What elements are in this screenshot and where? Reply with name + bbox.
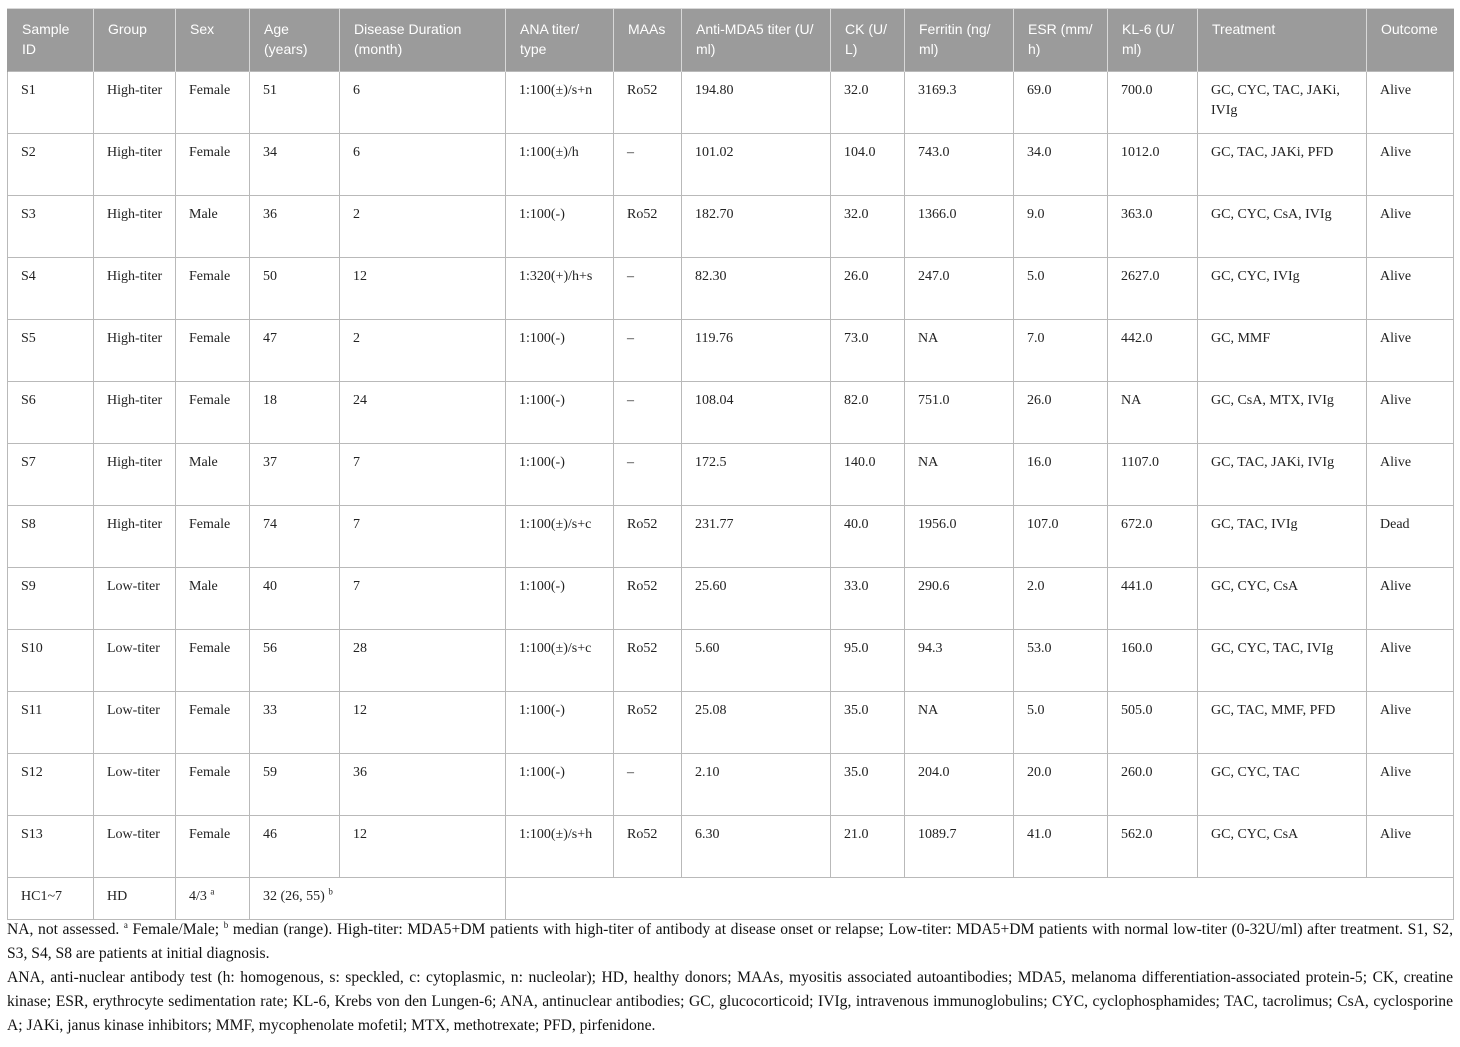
- maas-cell: Ro52: [614, 196, 682, 258]
- mda5-titer-cell: 2.10: [682, 754, 831, 816]
- mda5-titer-cell: 82.30: [682, 258, 831, 320]
- duration-cell: 12: [340, 692, 506, 754]
- ck-cell: 35.0: [831, 754, 905, 816]
- footnote-sex-ratio: Female/Male;: [132, 921, 220, 938]
- outcome-cell: Alive: [1367, 630, 1454, 692]
- table-footnotes: [7, 918, 1453, 1038]
- mda5-titer-cell: 6.30: [682, 816, 831, 878]
- duration-cell: 28: [340, 630, 506, 692]
- esr-cell: 41.0: [1014, 816, 1108, 878]
- footnote-groups: median (range). High-titer: MDA5+DM patients with high-titer of antibody at disease onset or relapse; Low-titer: MDA5+DM patients with normal low-titer (0-32U/ml) after treatment. S1, S2, S3, S4, S8 are patients at initial diagnosis.: [7, 921, 1453, 962]
- footnote-mark-a: a: [123, 919, 128, 930]
- ck-cell: 35.0: [831, 692, 905, 754]
- outcome-cell: Alive: [1367, 568, 1454, 630]
- column-header: ESR (mm/ h): [1014, 9, 1108, 72]
- hc-sex-cell: [176, 878, 250, 920]
- treatment-cell: GC, CYC, CsA, IVIg: [1198, 196, 1367, 258]
- ana-cell: 1:100(-): [506, 196, 614, 258]
- duration-cell: 6: [340, 72, 506, 134]
- table-row: [8, 134, 1454, 196]
- outcome-cell: Alive: [1367, 258, 1454, 320]
- esr-cell: 5.0: [1014, 692, 1108, 754]
- maas-cell: –: [614, 754, 682, 816]
- duration-cell: 7: [340, 444, 506, 506]
- outcome-cell: Alive: [1367, 816, 1454, 878]
- ferritin-cell: 247.0: [905, 258, 1014, 320]
- age-cell: 51: [250, 72, 340, 134]
- table-row: [8, 506, 1454, 568]
- ck-cell: 32.0: [831, 196, 905, 258]
- footnote-definitions: [7, 918, 1453, 966]
- kl6-cell: 1012.0: [1108, 134, 1198, 196]
- sample-id-cell: S4: [8, 258, 94, 320]
- hc-age-value: 32 (26, 55): [263, 889, 325, 904]
- age-cell: 50: [250, 258, 340, 320]
- footnote-na: NA, not assessed.: [7, 921, 120, 938]
- column-header: ANA titer/ type: [506, 9, 614, 72]
- data-table-container: [7, 8, 1453, 920]
- age-cell: 37: [250, 444, 340, 506]
- kl6-cell: 2627.0: [1108, 258, 1198, 320]
- sample-id-cell: S8: [8, 506, 94, 568]
- sample-id-cell: S6: [8, 382, 94, 444]
- group-cell: Low-titer: [94, 692, 176, 754]
- kl6-cell: 1107.0: [1108, 444, 1198, 506]
- mda5-titer-cell: 231.77: [682, 506, 831, 568]
- ana-cell: 1:100(-): [506, 320, 614, 382]
- ferritin-cell: NA: [905, 320, 1014, 382]
- maas-cell: Ro52: [614, 630, 682, 692]
- outcome-cell: Alive: [1367, 754, 1454, 816]
- footnote-abbreviations: ANA, anti-nuclear antibody test (h: homogenous, s: speckled, c: cytoplasmic, n: nucleolar); HD, healthy donors; MAAs, myositis associated autoantibodies; MDA5, melanoma differentiation-associated protein-5; CK, creatine kinase; ESR, erythrocyte sedimentation rate; KL-6, Krebs von den Lungen-6; ANA, antinuclear antibodies; GC, glucocorticoid; IVIg, intravenous immunoglobulins; CYC, cyclophosphamides; TAC, tacrolimus; CsA, cyclosporine A; JAKi, janus kinase inhibitors; MMF, mycophenolate mofetil; MTX, methotrexate; PFD, pirfenidone.: [7, 969, 1453, 1034]
- table-row: [8, 382, 1454, 444]
- group-cell: High-titer: [94, 320, 176, 382]
- duration-cell: 12: [340, 258, 506, 320]
- column-header: Anti-MDA5 titer (U/ ml): [682, 9, 831, 72]
- healthy-control-row: [8, 878, 1454, 920]
- treatment-cell: GC, CYC, TAC: [1198, 754, 1367, 816]
- ana-cell: 1:100(-): [506, 382, 614, 444]
- outcome-cell: Alive: [1367, 444, 1454, 506]
- treatment-cell: GC, CYC, IVIg: [1198, 258, 1367, 320]
- group-cell: High-titer: [94, 382, 176, 444]
- treatment-cell: GC, CYC, TAC, JAKi, IVIg: [1198, 72, 1367, 134]
- ferritin-cell: 743.0: [905, 134, 1014, 196]
- hc-age-footnote-mark: b: [328, 886, 333, 897]
- mda5-titer-cell: 25.08: [682, 692, 831, 754]
- age-cell: 56: [250, 630, 340, 692]
- maas-cell: Ro52: [614, 816, 682, 878]
- table-row: [8, 754, 1454, 816]
- kl6-cell: 363.0: [1108, 196, 1198, 258]
- table-row: [8, 816, 1454, 878]
- sex-cell: Female: [176, 72, 250, 134]
- kl6-cell: 505.0: [1108, 692, 1198, 754]
- group-cell: High-titer: [94, 506, 176, 568]
- sample-id-cell: S2: [8, 134, 94, 196]
- ana-cell: 1:100(±)/s+c: [506, 630, 614, 692]
- kl6-cell: 260.0: [1108, 754, 1198, 816]
- age-cell: 36: [250, 196, 340, 258]
- maas-cell: Ro52: [614, 72, 682, 134]
- ferritin-cell: 3169.3: [905, 72, 1014, 134]
- column-header: Group: [94, 9, 176, 72]
- ana-cell: 1:100(±)/h: [506, 134, 614, 196]
- mda5-titer-cell: 101.02: [682, 134, 831, 196]
- maas-cell: Ro52: [614, 692, 682, 754]
- sex-cell: Male: [176, 196, 250, 258]
- column-header: Outcome: [1367, 9, 1454, 72]
- ck-cell: 95.0: [831, 630, 905, 692]
- duration-cell: 12: [340, 816, 506, 878]
- esr-cell: 26.0: [1014, 382, 1108, 444]
- patient-characteristics-table: [7, 8, 1454, 920]
- outcome-cell: Alive: [1367, 382, 1454, 444]
- treatment-cell: GC, MMF: [1198, 320, 1367, 382]
- sex-cell: Male: [176, 568, 250, 630]
- kl6-cell: 160.0: [1108, 630, 1198, 692]
- kl6-cell: NA: [1108, 382, 1198, 444]
- age-cell: 46: [250, 816, 340, 878]
- esr-cell: 7.0: [1014, 320, 1108, 382]
- age-cell: 47: [250, 320, 340, 382]
- kl6-cell: 442.0: [1108, 320, 1198, 382]
- table-row: [8, 72, 1454, 134]
- table-row: [8, 630, 1454, 692]
- duration-cell: 2: [340, 320, 506, 382]
- maas-cell: Ro52: [614, 568, 682, 630]
- sex-cell: Female: [176, 382, 250, 444]
- maas-cell: –: [614, 134, 682, 196]
- ck-cell: 32.0: [831, 72, 905, 134]
- ck-cell: 82.0: [831, 382, 905, 444]
- ck-cell: 140.0: [831, 444, 905, 506]
- group-cell: Low-titer: [94, 754, 176, 816]
- duration-cell: 7: [340, 506, 506, 568]
- sex-cell: Female: [176, 692, 250, 754]
- table-row: [8, 568, 1454, 630]
- treatment-cell: GC, CYC, CsA: [1198, 816, 1367, 878]
- ana-cell: 1:100(-): [506, 444, 614, 506]
- ferritin-cell: 751.0: [905, 382, 1014, 444]
- column-header: KL-6 (U/ ml): [1108, 9, 1198, 72]
- hc-age-cell: [250, 878, 506, 920]
- maas-cell: –: [614, 258, 682, 320]
- sample-id-cell: S10: [8, 630, 94, 692]
- duration-cell: 24: [340, 382, 506, 444]
- sex-cell: Female: [176, 134, 250, 196]
- sex-cell: Female: [176, 630, 250, 692]
- sex-cell: Female: [176, 320, 250, 382]
- mda5-titer-cell: 5.60: [682, 630, 831, 692]
- table-body: [8, 72, 1454, 878]
- ana-cell: 1:100(-): [506, 754, 614, 816]
- treatment-cell: GC, CYC, CsA: [1198, 568, 1367, 630]
- ck-cell: 26.0: [831, 258, 905, 320]
- ferritin-cell: NA: [905, 444, 1014, 506]
- esr-cell: 5.0: [1014, 258, 1108, 320]
- duration-cell: 36: [340, 754, 506, 816]
- kl6-cell: 672.0: [1108, 506, 1198, 568]
- hc-sex-footnote-mark: a: [210, 886, 215, 897]
- sample-id-cell: S5: [8, 320, 94, 382]
- age-cell: 33: [250, 692, 340, 754]
- duration-cell: 6: [340, 134, 506, 196]
- column-header: MAAs: [614, 9, 682, 72]
- age-cell: 34: [250, 134, 340, 196]
- table-header-row: [8, 9, 1454, 72]
- age-cell: 74: [250, 506, 340, 568]
- table-row: [8, 692, 1454, 754]
- esr-cell: 69.0: [1014, 72, 1108, 134]
- ana-cell: 1:100(±)/s+c: [506, 506, 614, 568]
- column-header: Sample ID: [8, 9, 94, 72]
- sample-id-cell: S11: [8, 692, 94, 754]
- ferritin-cell: 94.3: [905, 630, 1014, 692]
- age-cell: 59: [250, 754, 340, 816]
- group-cell: High-titer: [94, 258, 176, 320]
- mda5-titer-cell: 182.70: [682, 196, 831, 258]
- outcome-cell: Alive: [1367, 134, 1454, 196]
- treatment-cell: GC, CYC, TAC, IVIg: [1198, 630, 1367, 692]
- table-row: [8, 258, 1454, 320]
- mda5-titer-cell: 172.5: [682, 444, 831, 506]
- outcome-cell: Alive: [1367, 692, 1454, 754]
- maas-cell: –: [614, 382, 682, 444]
- maas-cell: –: [614, 320, 682, 382]
- hc-id-cell: HC1~7: [8, 878, 94, 920]
- ferritin-cell: 204.0: [905, 754, 1014, 816]
- sample-id-cell: S7: [8, 444, 94, 506]
- ck-cell: 33.0: [831, 568, 905, 630]
- hc-sex-value: 4/3: [189, 889, 207, 904]
- ana-cell: 1:100(±)/s+n: [506, 72, 614, 134]
- sex-cell: Female: [176, 506, 250, 568]
- mda5-titer-cell: 25.60: [682, 568, 831, 630]
- column-header: Ferritin (ng/ ml): [905, 9, 1014, 72]
- group-cell: Low-titer: [94, 568, 176, 630]
- column-header: Disease Duration (month): [340, 9, 506, 72]
- esr-cell: 53.0: [1014, 630, 1108, 692]
- ana-cell: 1:320(+)/h+s: [506, 258, 614, 320]
- esr-cell: 20.0: [1014, 754, 1108, 816]
- sample-id-cell: S9: [8, 568, 94, 630]
- maas-cell: Ro52: [614, 506, 682, 568]
- age-cell: 18: [250, 382, 340, 444]
- sample-id-cell: S1: [8, 72, 94, 134]
- hc-empty-cell: [506, 878, 1454, 920]
- ferritin-cell: 1956.0: [905, 506, 1014, 568]
- ferritin-cell: 1366.0: [905, 196, 1014, 258]
- esr-cell: 2.0: [1014, 568, 1108, 630]
- sex-cell: Male: [176, 444, 250, 506]
- outcome-cell: Alive: [1367, 72, 1454, 134]
- kl6-cell: 562.0: [1108, 816, 1198, 878]
- sex-cell: Female: [176, 816, 250, 878]
- ferritin-cell: NA: [905, 692, 1014, 754]
- sex-cell: Female: [176, 754, 250, 816]
- age-cell: 40: [250, 568, 340, 630]
- duration-cell: 7: [340, 568, 506, 630]
- group-cell: High-titer: [94, 196, 176, 258]
- mda5-titer-cell: 119.76: [682, 320, 831, 382]
- ck-cell: 104.0: [831, 134, 905, 196]
- treatment-cell: GC, TAC, JAKi, PFD: [1198, 134, 1367, 196]
- outcome-cell: Dead: [1367, 506, 1454, 568]
- kl6-cell: 700.0: [1108, 72, 1198, 134]
- esr-cell: 34.0: [1014, 134, 1108, 196]
- table-row: [8, 444, 1454, 506]
- sample-id-cell: S12: [8, 754, 94, 816]
- column-header: Sex: [176, 9, 250, 72]
- table-row: [8, 196, 1454, 258]
- kl6-cell: 441.0: [1108, 568, 1198, 630]
- column-header: Age (years): [250, 9, 340, 72]
- esr-cell: 16.0: [1014, 444, 1108, 506]
- table-row: [8, 320, 1454, 382]
- esr-cell: 9.0: [1014, 196, 1108, 258]
- ck-cell: 21.0: [831, 816, 905, 878]
- mda5-titer-cell: 194.80: [682, 72, 831, 134]
- treatment-cell: GC, CsA, MTX, IVIg: [1198, 382, 1367, 444]
- mda5-titer-cell: 108.04: [682, 382, 831, 444]
- treatment-cell: GC, TAC, JAKi, IVIg: [1198, 444, 1367, 506]
- duration-cell: 2: [340, 196, 506, 258]
- ck-cell: 73.0: [831, 320, 905, 382]
- ck-cell: 40.0: [831, 506, 905, 568]
- group-cell: High-titer: [94, 444, 176, 506]
- hc-group-cell: HD: [94, 878, 176, 920]
- ferritin-cell: 290.6: [905, 568, 1014, 630]
- treatment-cell: GC, TAC, MMF, PFD: [1198, 692, 1367, 754]
- maas-cell: –: [614, 444, 682, 506]
- column-header: Treatment: [1198, 9, 1367, 72]
- ana-cell: 1:100(-): [506, 692, 614, 754]
- sex-cell: Female: [176, 258, 250, 320]
- sample-id-cell: S3: [8, 196, 94, 258]
- group-cell: Low-titer: [94, 816, 176, 878]
- outcome-cell: Alive: [1367, 196, 1454, 258]
- ana-cell: 1:100(-): [506, 568, 614, 630]
- group-cell: High-titer: [94, 134, 176, 196]
- group-cell: High-titer: [94, 72, 176, 134]
- footnote-mark-b: b: [223, 919, 229, 930]
- ferritin-cell: 1089.7: [905, 816, 1014, 878]
- ana-cell: 1:100(±)/s+h: [506, 816, 614, 878]
- esr-cell: 107.0: [1014, 506, 1108, 568]
- sample-id-cell: S13: [8, 816, 94, 878]
- outcome-cell: Alive: [1367, 320, 1454, 382]
- treatment-cell: GC, TAC, IVIg: [1198, 506, 1367, 568]
- column-header: CK (U/ L): [831, 9, 905, 72]
- group-cell: Low-titer: [94, 630, 176, 692]
